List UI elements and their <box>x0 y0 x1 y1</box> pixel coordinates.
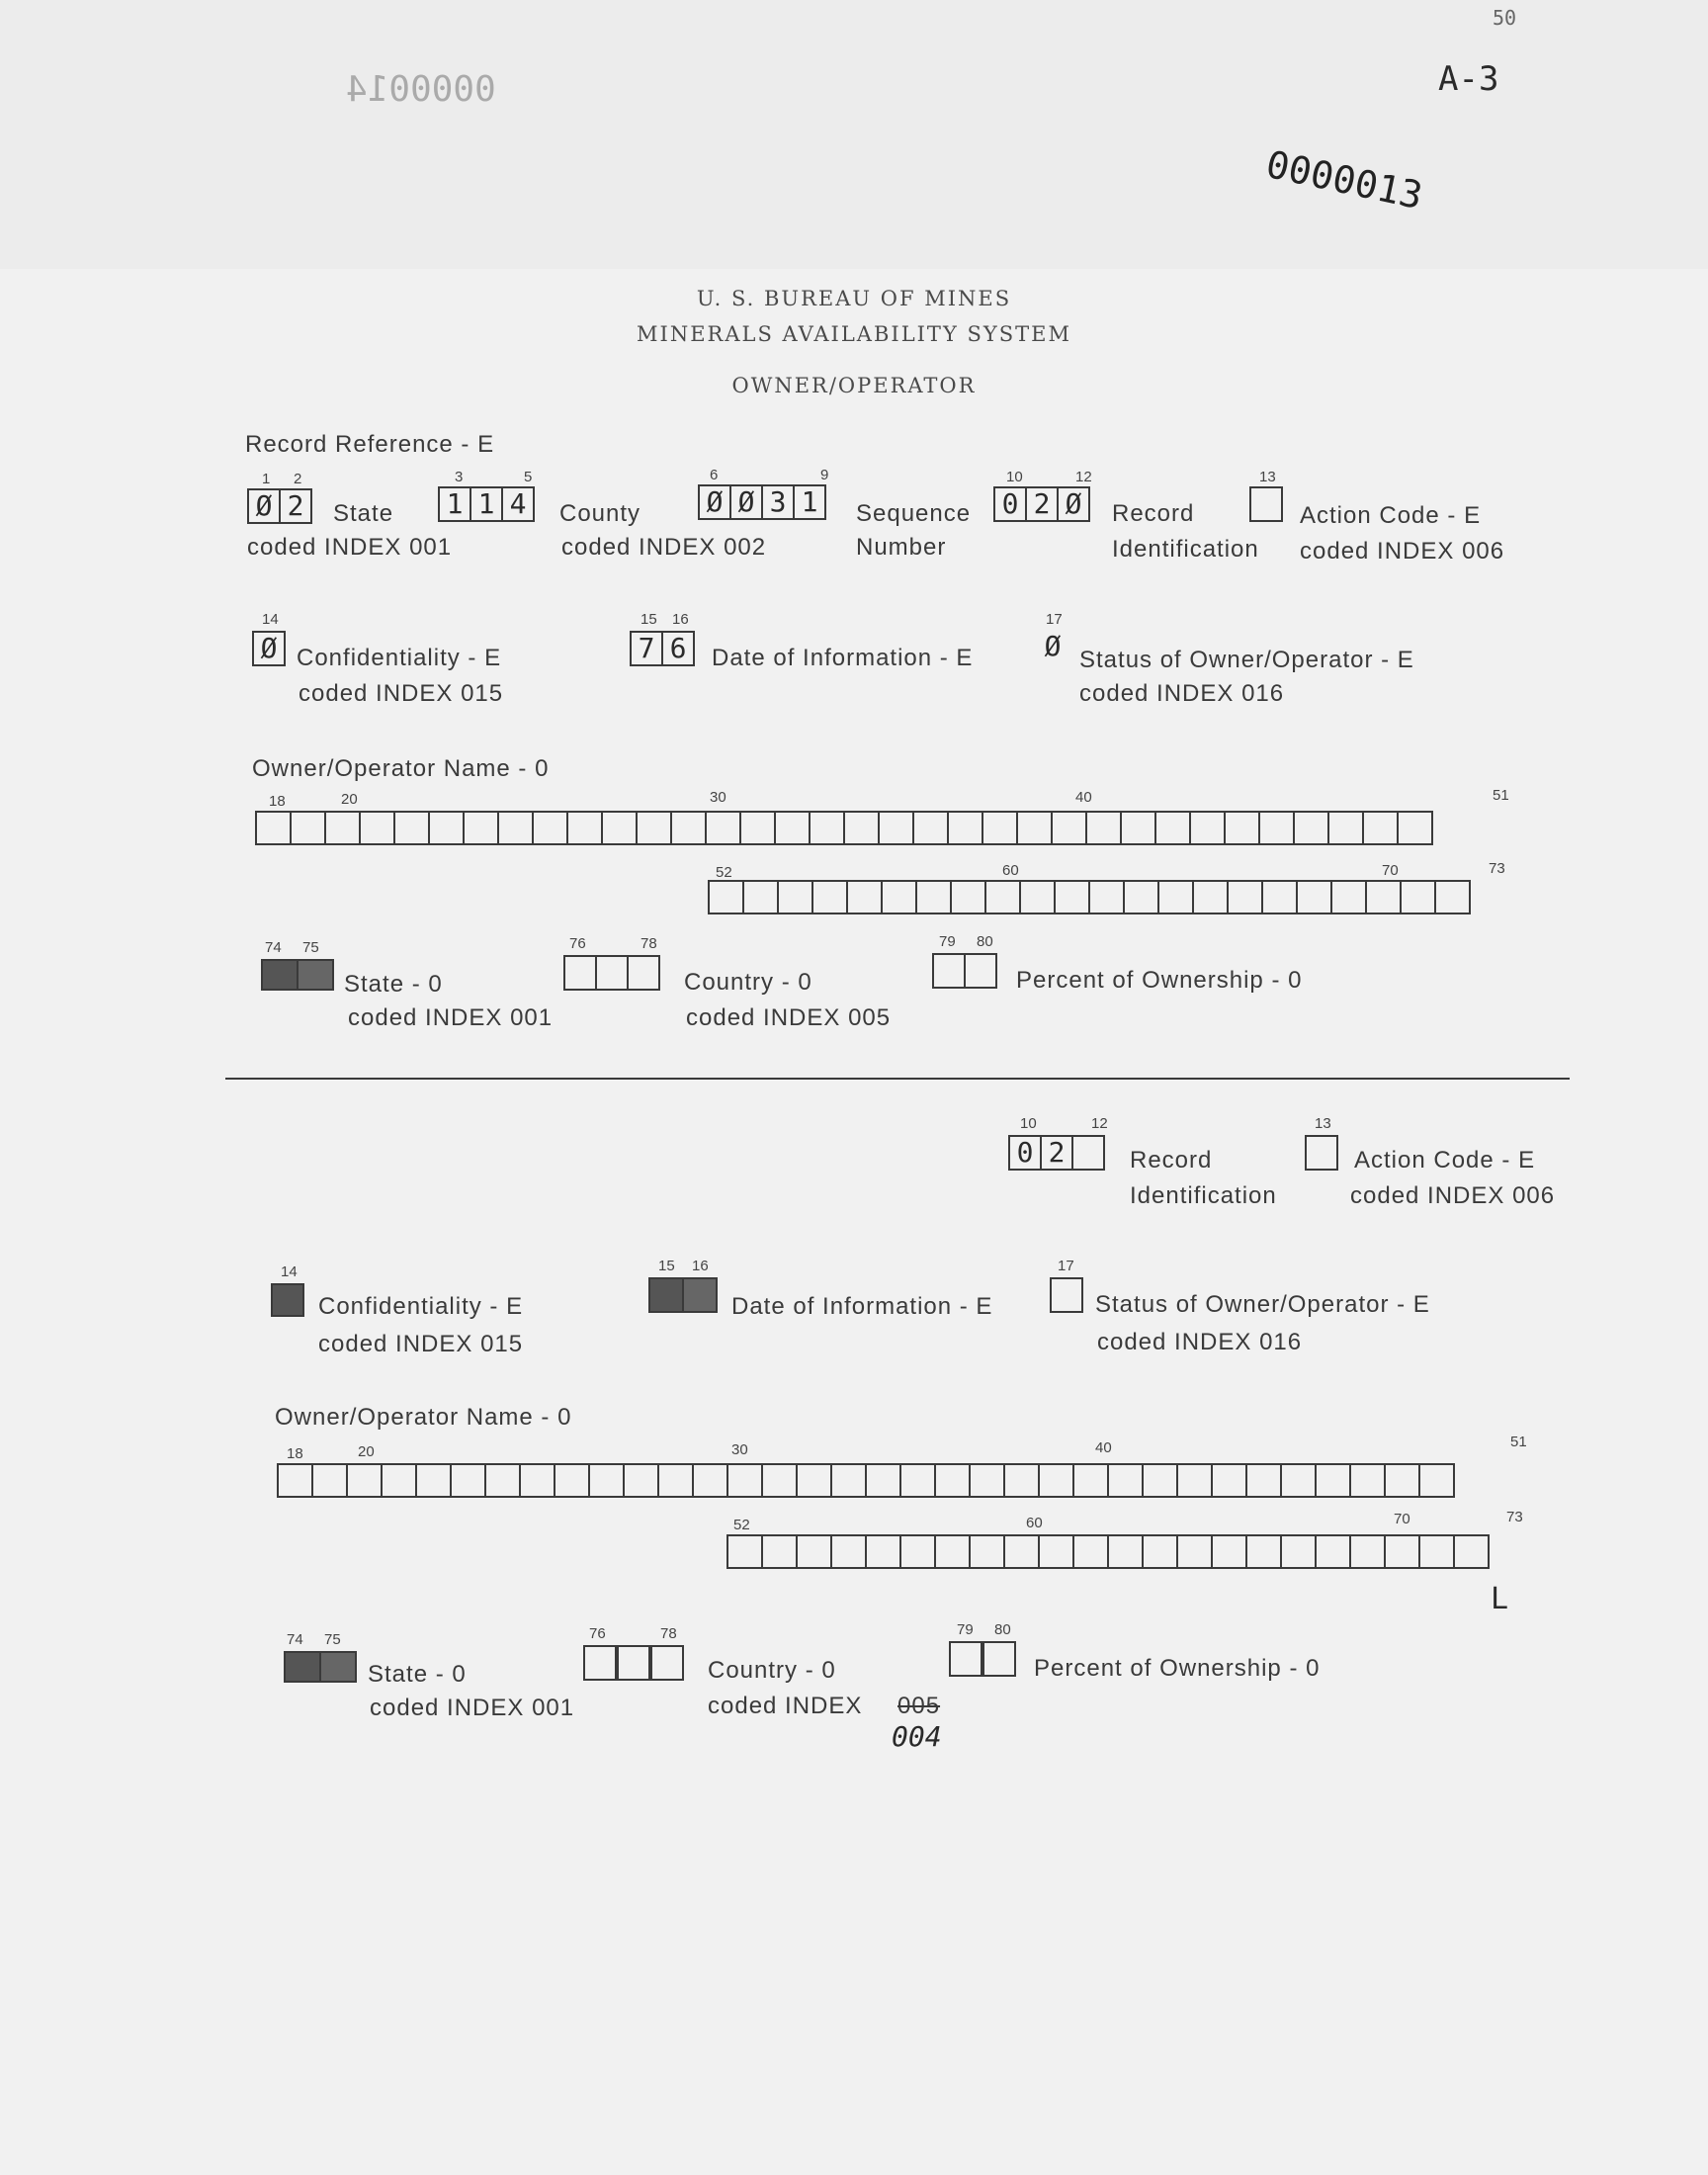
name-char-cell[interactable] <box>899 1463 936 1498</box>
col-num: 52 <box>733 1517 750 1533</box>
name-char-cell[interactable] <box>601 811 638 845</box>
name-char-cell[interactable] <box>1315 1534 1351 1569</box>
col-num: 18 <box>287 1445 303 1462</box>
percent2-label: Percent of Ownership - 0 <box>1034 1655 1321 1682</box>
col-num: 6 <box>710 467 719 483</box>
name-char-cell[interactable] <box>865 1463 901 1498</box>
col-num: 15 <box>640 611 657 628</box>
name-char-cell[interactable] <box>657 1463 694 1498</box>
col-num: 80 <box>977 933 993 950</box>
page-number: 50 <box>1493 6 1517 30</box>
name-char-cell[interactable] <box>774 811 811 845</box>
name-char-cell[interactable] <box>1418 1534 1455 1569</box>
name-char-cell[interactable] <box>324 811 361 845</box>
percent-label: Percent of Ownership - 0 <box>1016 967 1303 994</box>
action2-coded: coded INDEX 006 <box>1350 1182 1556 1209</box>
name-char-cell[interactable] <box>1192 880 1229 914</box>
faint-stamp-number: 0000014 <box>346 69 496 110</box>
status-coded: coded INDEX 016 <box>1079 680 1285 707</box>
col-num: 16 <box>672 611 689 628</box>
section-divider <box>225 1078 1570 1080</box>
record2-label-2: Identification <box>1130 1182 1277 1209</box>
name-char-cell[interactable] <box>346 1463 383 1498</box>
name-char-cell[interactable] <box>796 1534 832 1569</box>
name-char-cell[interactable] <box>1038 1534 1074 1569</box>
name-char-cell[interactable] <box>1296 880 1332 914</box>
name-char-cell[interactable] <box>670 811 707 845</box>
sequence-box-3[interactable]: 3 <box>761 484 795 520</box>
col-num: 78 <box>660 1625 677 1642</box>
name-char-cell[interactable] <box>1261 880 1298 914</box>
col-num: 15 <box>658 1258 675 1274</box>
owner-name-row-2 <box>708 880 1469 914</box>
name-char-cell[interactable] <box>1142 1534 1178 1569</box>
col-num: 60 <box>1026 1515 1043 1531</box>
name-char-cell[interactable] <box>1397 811 1433 845</box>
country2-coded: coded INDEX <box>708 1693 863 1719</box>
owner-name2-label: Owner/Operator Name - 0 <box>275 1404 572 1431</box>
name-char-cell[interactable] <box>984 880 1021 914</box>
status-box[interactable]: Ø <box>1044 630 1062 662</box>
sequence-box-2[interactable]: Ø <box>729 484 763 520</box>
date2-box-1[interactable] <box>648 1277 684 1313</box>
state-box-1[interactable]: Ø <box>247 488 281 524</box>
col-num: 78 <box>640 935 657 952</box>
name-char-cell[interactable] <box>739 811 776 845</box>
col-num: 75 <box>302 939 319 956</box>
date-box-1[interactable]: 7 <box>630 631 663 666</box>
state2-box-2[interactable] <box>297 959 334 991</box>
name-char-cell[interactable] <box>950 880 986 914</box>
col-num: 5 <box>524 469 533 485</box>
country2-label: Country - 0 <box>708 1657 836 1684</box>
country-box-2[interactable] <box>595 955 629 991</box>
col-num: 51 <box>1493 787 1509 804</box>
percent2-box-2[interactable] <box>982 1641 1016 1677</box>
name-char-cell[interactable] <box>1120 811 1156 845</box>
record-box-3[interactable]: Ø <box>1057 486 1090 522</box>
name-char-cell[interactable] <box>881 880 917 914</box>
agency-title: U. S. BUREAU OF MINES <box>696 287 1012 310</box>
name-char-cell[interactable] <box>359 811 395 845</box>
percent2-box-1[interactable] <box>949 1641 982 1677</box>
col-num: 30 <box>710 789 726 806</box>
system-title: MINERALS AVAILABILITY SYSTEM <box>637 322 1071 346</box>
margin-mark: L <box>1491 1582 1509 1616</box>
name-char-cell[interactable] <box>969 1534 1005 1569</box>
name-char-cell[interactable] <box>1384 1463 1420 1498</box>
top-band <box>0 0 1708 269</box>
col-num: 12 <box>1091 1115 1108 1132</box>
col-num: 10 <box>1006 469 1023 485</box>
date-label: Date of Information - E <box>712 645 974 671</box>
name-char-cell[interactable] <box>1453 1534 1490 1569</box>
name-char-cell[interactable] <box>636 811 672 845</box>
state2b-label: State - 0 <box>368 1661 467 1688</box>
action-label: Action Code - E <box>1300 502 1482 529</box>
state2b-box-2[interactable] <box>319 1651 357 1683</box>
name-char-cell[interactable] <box>1280 1534 1317 1569</box>
owner-name-row-1 <box>255 811 1431 845</box>
name-char-cell[interactable] <box>969 1463 1005 1498</box>
country-label: Country - 0 <box>684 969 812 996</box>
record-label-2: Identification <box>1112 536 1259 563</box>
name-char-cell[interactable] <box>705 811 741 845</box>
name-char-cell[interactable] <box>1258 811 1295 845</box>
country2-box-3[interactable] <box>650 1645 684 1681</box>
name-char-cell[interactable] <box>1211 1463 1247 1498</box>
name-char-cell[interactable] <box>588 1463 625 1498</box>
name-char-cell[interactable] <box>1123 880 1159 914</box>
col-num: 70 <box>1382 862 1399 879</box>
name-char-cell[interactable] <box>1330 880 1367 914</box>
country-box-3[interactable] <box>627 955 660 991</box>
name-char-cell[interactable] <box>1211 1534 1247 1569</box>
name-char-cell[interactable] <box>428 811 465 845</box>
name-char-cell[interactable] <box>1157 880 1194 914</box>
col-num: 73 <box>1489 860 1505 877</box>
name-char-cell[interactable] <box>1245 1463 1282 1498</box>
percent-box-2[interactable] <box>964 953 997 989</box>
name-char-cell[interactable] <box>830 1534 867 1569</box>
name-char-cell[interactable] <box>1054 880 1090 914</box>
stamp-number: 0000013 <box>1262 141 1426 218</box>
confidentiality2-label: Confidentiality - E <box>318 1293 524 1320</box>
name-char-cell[interactable] <box>255 811 292 845</box>
name-char-cell[interactable] <box>519 1463 555 1498</box>
state2b-coded: coded INDEX 001 <box>370 1695 575 1721</box>
col-num: 20 <box>358 1443 375 1460</box>
col-num: 73 <box>1506 1509 1523 1525</box>
name-char-cell[interactable] <box>1176 1463 1213 1498</box>
country-box-1[interactable] <box>563 955 597 991</box>
name-char-cell[interactable] <box>497 811 534 845</box>
action-coded: coded INDEX 006 <box>1300 538 1505 565</box>
record-label: Record <box>1112 500 1195 527</box>
name-char-cell[interactable] <box>311 1463 348 1498</box>
name-char-cell[interactable] <box>899 1534 936 1569</box>
name-char-cell[interactable] <box>708 880 744 914</box>
name-char-cell[interactable] <box>1003 1463 1040 1498</box>
name-char-cell[interactable] <box>1072 1534 1109 1569</box>
action-box[interactable] <box>1249 486 1283 522</box>
col-num: 13 <box>1259 469 1276 485</box>
name-char-cell[interactable] <box>1085 811 1122 845</box>
county-box-2[interactable]: 1 <box>470 486 503 522</box>
name-char-cell[interactable] <box>554 1463 590 1498</box>
name-char-cell[interactable] <box>1189 811 1226 845</box>
col-num: 14 <box>281 1263 298 1280</box>
record2-label: Record <box>1130 1147 1213 1174</box>
col-num: 1 <box>262 471 271 487</box>
confidentiality-coded: coded INDEX 015 <box>299 680 504 707</box>
name-char-cell[interactable] <box>912 811 949 845</box>
confidentiality-box[interactable]: Ø <box>252 631 286 666</box>
name-char-cell[interactable] <box>934 1534 971 1569</box>
country2-box-1[interactable] <box>583 1645 617 1681</box>
record2-box-1[interactable]: 0 <box>1008 1135 1042 1171</box>
col-num: 80 <box>994 1621 1011 1638</box>
status2-label: Status of Owner/Operator - E <box>1095 1291 1430 1318</box>
name-char-cell[interactable] <box>1038 1463 1074 1498</box>
state2-box-1[interactable] <box>261 959 299 991</box>
name-char-cell[interactable] <box>532 811 568 845</box>
name-char-cell[interactable] <box>393 811 430 845</box>
name-char-cell[interactable] <box>947 811 983 845</box>
col-num: 16 <box>692 1258 709 1274</box>
name-char-cell[interactable] <box>878 811 914 845</box>
col-num: 17 <box>1058 1258 1074 1274</box>
country2-coded-handwritten: 004 <box>892 1720 942 1753</box>
col-num: 74 <box>265 939 282 956</box>
confidentiality-label: Confidentiality - E <box>297 645 502 671</box>
col-num: 18 <box>269 793 286 810</box>
percent-box-1[interactable] <box>932 953 966 989</box>
owner-name2-row-1 <box>277 1463 1453 1498</box>
name-char-cell[interactable] <box>1362 811 1399 845</box>
record2-box-2[interactable]: 2 <box>1040 1135 1073 1171</box>
owner-name-label: Owner/Operator Name - 0 <box>252 755 550 782</box>
col-num: 79 <box>939 933 956 950</box>
col-num: 60 <box>1002 862 1019 879</box>
name-char-cell[interactable] <box>843 811 880 845</box>
state2b-box-1[interactable] <box>284 1651 321 1683</box>
name-char-cell[interactable] <box>415 1463 452 1498</box>
name-char-cell[interactable] <box>1227 880 1263 914</box>
name-char-cell[interactable] <box>290 811 326 845</box>
name-char-cell[interactable] <box>1349 1534 1386 1569</box>
name-char-cell[interactable] <box>1327 811 1364 845</box>
name-char-cell[interactable] <box>1072 1463 1109 1498</box>
name-char-cell[interactable] <box>934 1463 971 1498</box>
name-char-cell[interactable] <box>1003 1534 1040 1569</box>
status-label: Status of Owner/Operator - E <box>1079 647 1414 673</box>
col-num: 14 <box>262 611 279 628</box>
owner-name2-row-2 <box>726 1534 1488 1569</box>
name-char-cell[interactable] <box>726 1463 763 1498</box>
sequence-label: Sequence <box>856 500 972 527</box>
col-num: 12 <box>1075 469 1092 485</box>
name-char-cell[interactable] <box>982 811 1018 845</box>
name-char-cell[interactable] <box>1107 1534 1144 1569</box>
name-char-cell[interactable] <box>915 880 952 914</box>
name-char-cell[interactable] <box>1245 1534 1282 1569</box>
status2-coded: coded INDEX 016 <box>1097 1329 1303 1355</box>
sequence-box-4[interactable]: 1 <box>793 484 826 520</box>
col-num: 79 <box>957 1621 974 1638</box>
name-char-cell[interactable] <box>830 1463 867 1498</box>
name-char-cell[interactable] <box>1400 880 1436 914</box>
name-char-cell[interactable] <box>777 880 813 914</box>
name-char-cell[interactable] <box>1224 811 1260 845</box>
col-num: 74 <box>287 1631 303 1648</box>
action2-label: Action Code - E <box>1354 1147 1536 1174</box>
name-char-cell[interactable] <box>277 1463 313 1498</box>
col-num: 70 <box>1394 1511 1410 1527</box>
name-char-cell[interactable] <box>1088 880 1125 914</box>
name-char-cell[interactable] <box>1176 1534 1213 1569</box>
status2-box[interactable] <box>1050 1277 1083 1313</box>
confidentiality2-coded: coded INDEX 015 <box>318 1331 524 1357</box>
action2-box[interactable] <box>1305 1135 1338 1171</box>
appendix-label: A-3 <box>1438 59 1499 99</box>
name-char-cell[interactable] <box>742 880 779 914</box>
col-num: 17 <box>1046 611 1063 628</box>
col-num: 52 <box>716 864 732 881</box>
form-title: OWNER/OPERATOR <box>731 374 977 397</box>
name-char-cell[interactable] <box>1016 811 1053 845</box>
name-char-cell[interactable] <box>846 880 883 914</box>
state-coded: coded INDEX 001 <box>247 534 453 561</box>
record-box-2[interactable]: 2 <box>1025 486 1059 522</box>
name-char-cell[interactable] <box>809 811 845 845</box>
sequence-label-2: Number <box>856 534 947 561</box>
name-char-cell[interactable] <box>1154 811 1191 845</box>
name-char-cell[interactable] <box>1349 1463 1386 1498</box>
name-char-cell[interactable] <box>1384 1534 1420 1569</box>
col-num: 76 <box>569 935 586 952</box>
county-coded: coded INDEX 002 <box>561 534 767 561</box>
col-num: 13 <box>1315 1115 1331 1132</box>
col-num: 40 <box>1095 1439 1112 1456</box>
name-char-cell[interactable] <box>566 811 603 845</box>
name-char-cell[interactable] <box>1418 1463 1455 1498</box>
record2-box-3[interactable] <box>1071 1135 1105 1171</box>
state2-coded: coded INDEX 001 <box>348 1004 554 1031</box>
name-char-cell[interactable] <box>865 1534 901 1569</box>
date-box-2[interactable]: 6 <box>661 631 695 666</box>
col-num: 51 <box>1510 1434 1527 1450</box>
county-box-1[interactable]: 1 <box>438 486 471 522</box>
name-char-cell[interactable] <box>623 1463 659 1498</box>
name-char-cell[interactable] <box>1293 811 1329 845</box>
sequence-box-1[interactable]: Ø <box>698 484 731 520</box>
col-num: 40 <box>1075 789 1092 806</box>
name-char-cell[interactable] <box>1051 811 1087 845</box>
country-coded: coded INDEX 005 <box>686 1004 892 1031</box>
name-char-cell[interactable] <box>450 1463 486 1498</box>
name-char-cell[interactable] <box>484 1463 521 1498</box>
record-box-1[interactable]: 0 <box>993 486 1027 522</box>
country2-coded-struck: 005 <box>897 1693 941 1719</box>
col-num: 10 <box>1020 1115 1037 1132</box>
col-num: 76 <box>589 1625 606 1642</box>
state-box-2[interactable]: 2 <box>279 488 312 524</box>
name-char-cell[interactable] <box>692 1463 728 1498</box>
record-reference-label: Record Reference - E <box>245 431 495 458</box>
col-num: 30 <box>731 1441 748 1458</box>
confidentiality2-box[interactable] <box>271 1283 304 1317</box>
date2-box-2[interactable] <box>682 1277 718 1313</box>
state-label: State <box>333 500 394 527</box>
name-char-cell[interactable] <box>796 1463 832 1498</box>
name-char-cell[interactable] <box>1315 1463 1351 1498</box>
date2-label: Date of Information - E <box>731 1293 993 1320</box>
name-char-cell[interactable] <box>1019 880 1056 914</box>
name-char-cell[interactable] <box>761 1463 798 1498</box>
col-num: 20 <box>341 791 358 808</box>
name-char-cell[interactable] <box>381 1463 417 1498</box>
name-char-cell[interactable] <box>761 1534 798 1569</box>
col-num: 75 <box>324 1631 341 1648</box>
name-char-cell[interactable] <box>1107 1463 1144 1498</box>
name-char-cell[interactable] <box>1280 1463 1317 1498</box>
county-label: County <box>559 500 641 527</box>
name-char-cell[interactable] <box>726 1534 763 1569</box>
name-char-cell[interactable] <box>463 811 499 845</box>
country2-box-2[interactable] <box>617 1645 650 1681</box>
state2-label: State - 0 <box>344 971 443 998</box>
county-box-3[interactable]: 4 <box>501 486 535 522</box>
name-char-cell[interactable] <box>1142 1463 1178 1498</box>
col-num: 3 <box>455 469 464 485</box>
name-char-cell[interactable] <box>811 880 848 914</box>
name-char-cell[interactable] <box>1434 880 1471 914</box>
name-char-cell[interactable] <box>1365 880 1402 914</box>
col-num: 9 <box>820 467 829 483</box>
col-num: 2 <box>294 471 302 487</box>
